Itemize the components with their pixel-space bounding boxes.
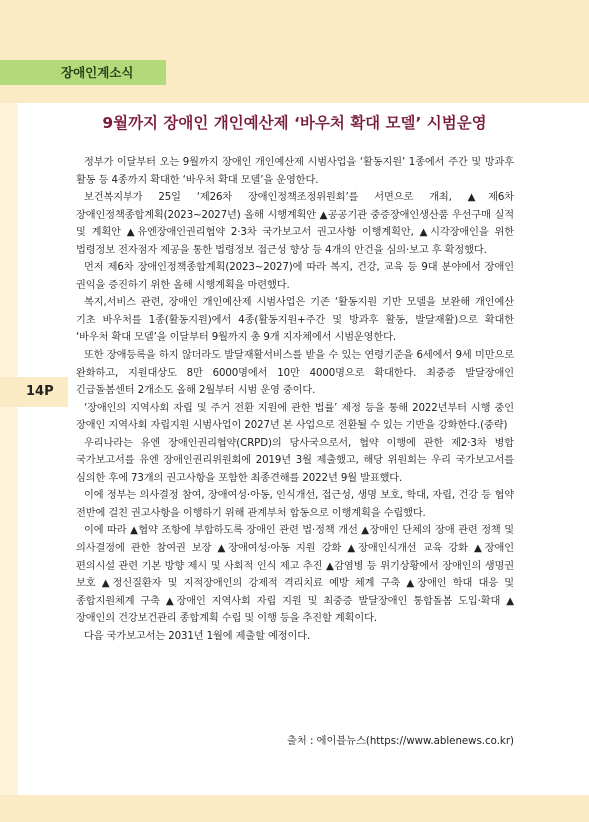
footer-band xyxy=(0,795,589,822)
paragraph: 다음 국가보고서는 2031년 1월에 제출할 예정이다. xyxy=(84,630,311,642)
paragraph: 보건복지부가 25일 ‘제26차 장애인정책조정위원회’를 서면으로 개최, ▲제6차 장애인정책종합계획(2023~2027년) 올해 시행계획안 ▲공공기관 중증장애인생산품 우선구매 실적 및 계획안 ▲유엔장애인권리협약 2·3차 국가보고서 권고사항 이행계획안, ▲시각장애인을 위한 법령정보 전자점자 제공을 통한 법령정보 접근성 향상 등 4개의 안건을 심의·보고 후 확정했다. xyxy=(76,192,514,256)
paragraph: 이에 정부는 의사결정 참여, 장애여성·아동, 인식개선, 접근성, 생명 보호, 학대, 자립, 건강 등 협약 전반에 걸친 권고사항을 이행하기 위해 관계부처 합동으로 이행계획을 수립했다. xyxy=(76,490,514,519)
source-credit: 출처 : 에이블뉴스(https://www.ablenews.co.kr) xyxy=(287,736,514,747)
paragraph: 먼저 제6차 장애인정책종합계획(2023~2027)에 따라 복지, 건강, 교육 등 9대 분야에서 장애인 권익을 증진하기 위한 올해 시행계획을 마련했다. xyxy=(76,262,514,291)
paragraph: 이에 따라 ▲협약 조항에 부합하도록 장애인 관련 법·정책 개선 ▲장애인 단체의 장애 관련 정책 및 의사결정에 관한 참여권 보장 ▲장애여성·아동 지원 강화 ▲장애인식개선 교육 강화 ▲장애인 편의시설 관련 기본 방향 제시 및 사회적 인식 제고 추진 ▲감염병 등 위기상황에서 장애인의 생명권 보호 ▲정신질환자 및 지적장애인의 강제적 격리치료 예방 체계 구축 ▲장애인 학대 대응 및 종합지원체계 구축 ▲장애인 지역사회 자립 지원 및 최중증 발달장애인 통합돌봄 도입·확대 ▲장애인의 건강보건관리 종합계획 수립 및 이행 등을 추진할 계획이다. xyxy=(76,525,514,625)
page-number: 14P xyxy=(0,377,68,407)
paragraph: 우리나라는 유엔 장애인권리협약(CRPD)의 당사국으로서, 협약 이행에 관한 제2·3차 병합 국가보고서를 유엔 장애인권리위원회에 2019년 3월 제출했고, 해당 위원회는 우리 국가보고서를 심의한 후에 73개의 권고사항을 포함한 최종견해를 2022년 9월 발표했다. xyxy=(76,437,514,484)
article-title: 9월까지 장애인 개인예산제 ‘바우처 확대 모델’ 시범운영 xyxy=(102,114,487,132)
article-body xyxy=(76,154,514,645)
paragraph: ‘장애인의 지역사회 자립 및 주거 전환 지원에 관한 법률’ 제정 등을 통해 2022년부터 시행 중인 장애인 지역사회 자립지원 시범사업이 2027년 본 사업으로 전환될 수 있는 기반을 강화한다.(중략) xyxy=(76,402,514,432)
header-band xyxy=(0,0,589,103)
left-margin-strip xyxy=(0,103,18,795)
paragraph: 복지,서비스 관련, 장애인 개인예산제 시범사업은 기존 ‘활동지원 기반 모델을 보완해 개인예산 기초 바우처를 1종(활동지원)에서 4종(활동지원+주간 및 방과후 활동, 발달재활)으로 확대한 ‘바우처 확대 모델’을 이달부터 9월까지 총 9개 지자체에서 시범운영한다. xyxy=(76,297,514,344)
paragraph: 또한 장애등록을 하지 않더라도 발달재활서비스를 받을 수 있는 연령기준을 6세에서 9세 미만으로 완화하고, 지원대상도 8만 6000명에서 10만 4000명으로 확대한다. 최중증 발달장애인 긴급돌봄센터 2개소도 올해 2월부터 시범 운영 중이다. xyxy=(76,350,514,397)
section-label: 장애인계소식 xyxy=(0,60,166,85)
paragraph: 정부가 이달부터 오는 9월까지 장애인 개인예산제 시범사업을 ‘활동지원’ 1종에서 주간 및 방과후 활동 등 4종까지 확대한 ‘바우처 확대 모델’을 운영한다. xyxy=(76,157,514,186)
